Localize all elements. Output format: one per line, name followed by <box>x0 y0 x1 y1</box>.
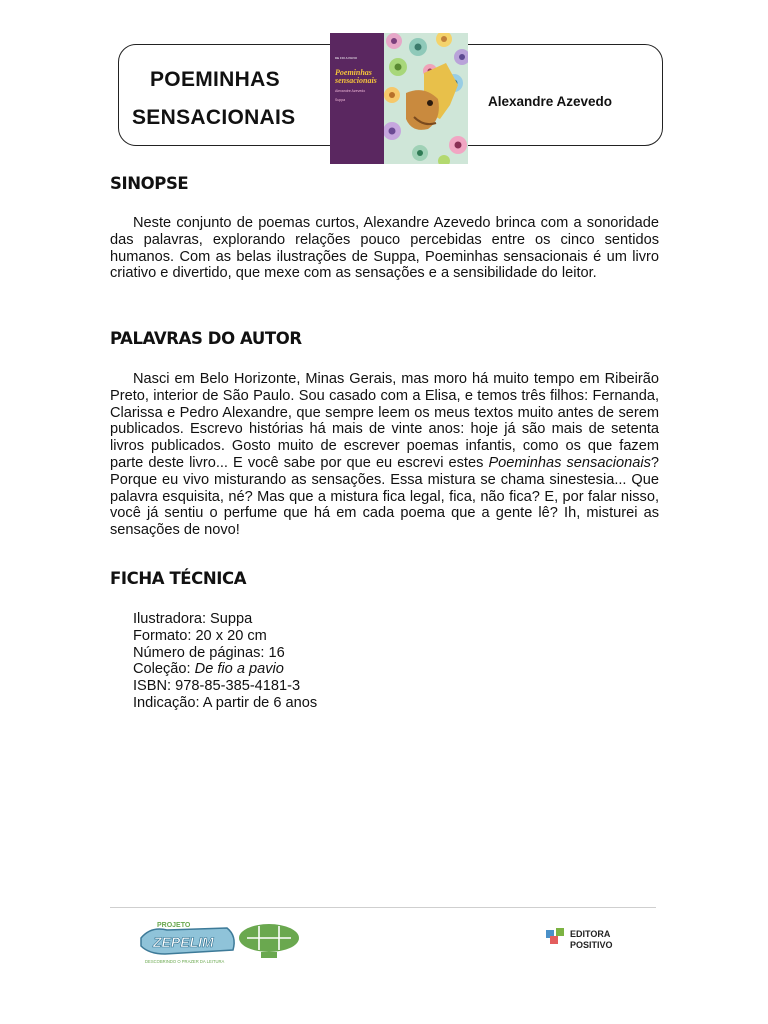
zepelim-logo-name: ZEPELIM <box>153 934 214 950</box>
ficha-colecao-value: De fio a pavio <box>194 661 284 678</box>
book-title-line2: SENSACIONAIS <box>132 106 296 129</box>
zepelim-logo-tagline: DESCOBRINDO O PRAZER DA LEITURA <box>145 959 225 964</box>
cover-floral-panel <box>384 33 468 164</box>
palavras-autor-text <box>110 371 659 539</box>
cover-illustrator: Suppa <box>335 98 346 102</box>
cover-title: Poeminhas sensacionais <box>335 68 377 85</box>
cover-author: Alexandre Azevedo <box>335 89 366 93</box>
book-title-line1: POEMINHAS <box>150 68 280 91</box>
autor-text-part1: Nasci em Belo Horizonte, Minas Gerais, mas moro há muito tempo em Ribeirão Preto, interior de São Paulo. Sou casado com a Elisa, e temos três filhos: Fernanda, Clarissa e Pedro Alexandre, que sempre leem os meus textos muito antes de serem publicados. Escrevo histórias há mais de vinte anos: hoje já são mais de setenta livros publicados. Gosto muito de escrever poemas infantis, como os que fazem parte deste livro... E você sabe por que eu escrevi estes <box>110 371 659 471</box>
ficha-tecnica-list <box>133 611 317 712</box>
editora-positivo-logo <box>544 924 628 952</box>
autor-text-part2: ? Porque eu vivo misturando as sensações. Essa mistura se chama sinestesia... Que palavra esquisita, né? Mas que a mistura fica legal, fica, não fica? E, por falar nisso, você já sentiu o perfume que há em cada poema que a gente lê? Ih, misturei as sensações de novo! <box>110 454 659 539</box>
ficha-colecao <box>133 661 317 678</box>
positivo-logo-line1: EDITORA <box>570 929 611 939</box>
cover-collection: DE FIO A PAVIO <box>335 56 358 60</box>
positivo-logo-line2: POSITIVO <box>570 940 613 950</box>
ficha-ilustradora: Ilustradora: Suppa <box>133 611 253 627</box>
footer-divider <box>110 907 656 908</box>
ficha-colecao-label: Coleção: <box>133 661 195 678</box>
palavras-autor-heading: PALAVRAS DO AUTOR <box>110 329 302 348</box>
book-cover-image <box>330 33 468 164</box>
ficha-paginas: Número de páginas: 16 <box>133 644 285 661</box>
projeto-zepelim-logo <box>135 916 303 968</box>
ficha-indicacao: Indicação: A partir de 6 anos <box>133 694 318 711</box>
sinopse-text: Neste conjunto de poemas curtos, Alexandre Azevedo brinca com a sonoridade das palavras, explorando relações pouco percebidas entre os cinco sentidos humanos. Com as belas ilustrações de Suppa, Poeminhas sensacionais é um livro criativo e divertido, que mexe com as sensações e a sensibilidade do leitor. <box>110 215 659 282</box>
ficha-tecnica-heading: FICHA TÉCNICA <box>110 569 247 588</box>
cover-illustration <box>384 33 468 164</box>
ficha-formato: Formato: 20 x 20 cm <box>133 627 267 644</box>
ficha-isbn: ISBN: 978-85-385-4181-3 <box>133 678 301 695</box>
sinopse-heading: SINOPSE <box>110 174 189 193</box>
zepelim-logo-top: PROJETO <box>157 922 191 929</box>
autor-text-book-title: Poeminhas sensacionais <box>488 454 651 471</box>
author-name: Alexandre Azevedo <box>488 94 613 109</box>
